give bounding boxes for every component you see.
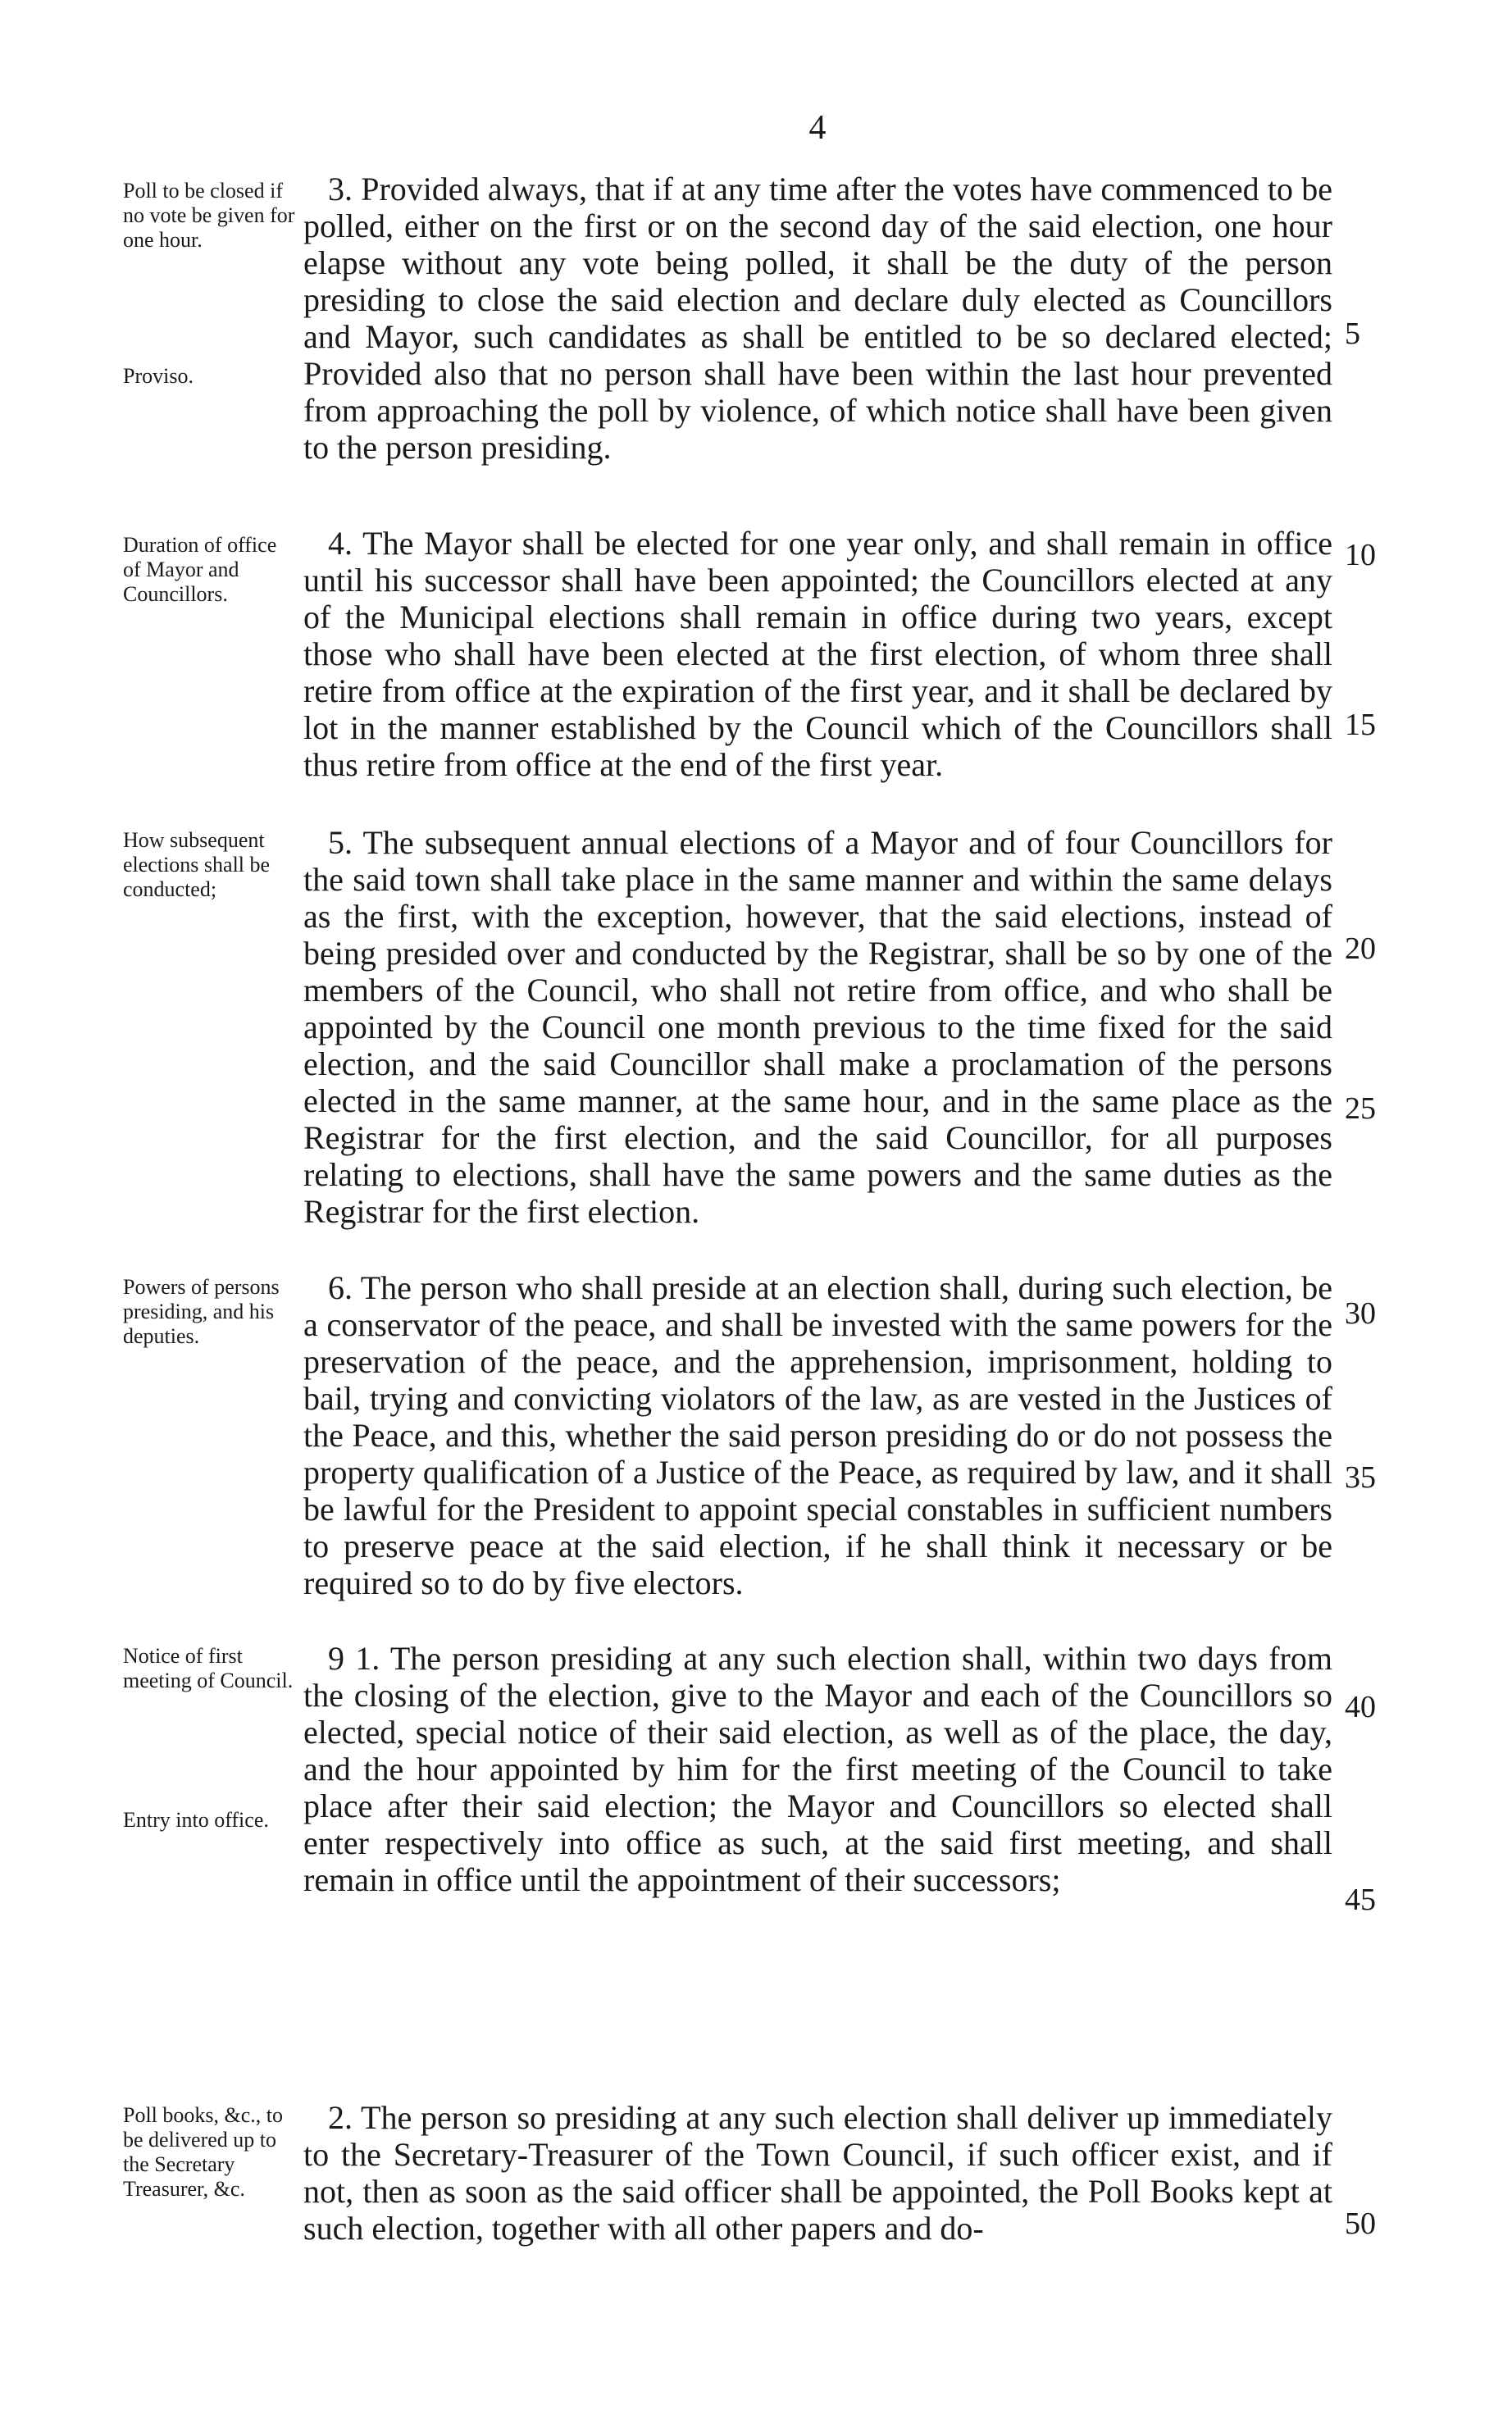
line-number: 35 [1345, 1460, 1376, 1495]
line-number: 15 [1345, 708, 1376, 742]
marginal-note: Entry into office. [123, 1808, 269, 1832]
marginal-note: Proviso. [123, 364, 194, 388]
line-number: 30 [1345, 1296, 1376, 1331]
paragraph: 3. Provided always, that if at any time after the votes have commenced to be polled, either on the first or on the second day of the said election, one hour elapse without any vote being polled, it shall be the duty of the person presiding to close the said election and declare duly elected as Councillors and Mayor, such candidates as shall be entitled to be so declared elected; Provided also that no person shall have been within the last hour prevented from approaching the poll by violence, of which notice shall have been given to the person presiding. [303, 171, 1332, 466]
paragraph: 2. The person so presiding at any such election shall deliver up immediately to the Secretary-Treasurer of the Town Council, if such officer exist, and if not, then as soon as the said officer shall be appointed, the Poll Books kept at such election, together with all other papers and do- [303, 2099, 1332, 2247]
line-number: 50 [1345, 2206, 1376, 2241]
line-number: 20 [1345, 931, 1376, 966]
marginal-note: How subsequent elections shall be conducted; [123, 828, 271, 901]
line-number: 40 [1345, 1690, 1376, 1724]
line-number: 45 [1345, 1883, 1376, 1917]
page-number: 4 [808, 109, 827, 147]
marginal-note: Notice of first meeting of Council. [123, 1644, 294, 1692]
marginal-note: Duration of office of Mayor and Councillors. [123, 533, 277, 606]
paragraph: 6. The person who shall preside at an election shall, during such election, be a conservator of the peace, and shall be invested with the same powers for the preservation of the peace, and the apprehension, imprisonment, holding to bail, trying and convicting violators of the law, as are vested in the Justices of the Peace, and this, whether the said person presiding do or do not possess the property qualification of a Justice of the Peace, as required by law, and it shall be lawful for the President to appoint special constables in sufficient numbers to preserve peace at the said election, if he shall think it necessary or be required so to do by five electors. [303, 1269, 1332, 1601]
line-number: 5 [1345, 316, 1360, 351]
line-number: 10 [1345, 538, 1376, 572]
paragraph: 9 1. The person presiding at any such election shall, within two days from the closing of the election, give to the Mayor and each of the Councillors so elected, special notice of their said election, as well as of the place, the day, and the hour appointed by him for the first meeting of the Council to take place after their said election; the Mayor and Councillors so elected shall enter respectively into office as such, at the said first meeting, and shall remain in office until the appointment of their successors; [303, 1640, 1332, 1898]
marginal-note: Poll books, &c., to be delivered up to the Secretary Treasurer, &c. [123, 2103, 284, 2201]
paragraph: 4. The Mayor shall be elected for one year only, and shall remain in office until his successor shall have been appointed; the Councillors elected at any of the Municipal elections shall remain in office during two years, except those who shall have been elected at the first election, of whom three shall retire from office at the expiration of the first year, and it shall be declared by lot in the manner established by the Council which of the Councillors shall thus retire from office at the end of the first year. [303, 525, 1332, 783]
paragraph: 5. The subsequent annual elections of a Mayor and of four Councillors for the said town shall take place in the same manner and within the same delays as the first, with the exception, however, that the said elections, instead of being presided over and conducted by the Registrar, shall be so by one of the members of the Council, who shall not retire from office, and who shall be appointed by the Council one month previous to the time fixed for the said election, and the said Councillor shall make a proclamation of the persons elected in the same manner, at the same hour, and in the same place as the Registrar for the first election, and the said Councillor, for all purposes relating to elections, shall have the same powers and the same duties as the Registrar for the first election. [303, 824, 1332, 1230]
line-number: 25 [1345, 1091, 1376, 1126]
marginal-note: Powers of persons presiding, and his deputies. [123, 1275, 280, 1348]
marginal-note: Poll to be closed if no vote be given for one hour. [123, 179, 295, 252]
